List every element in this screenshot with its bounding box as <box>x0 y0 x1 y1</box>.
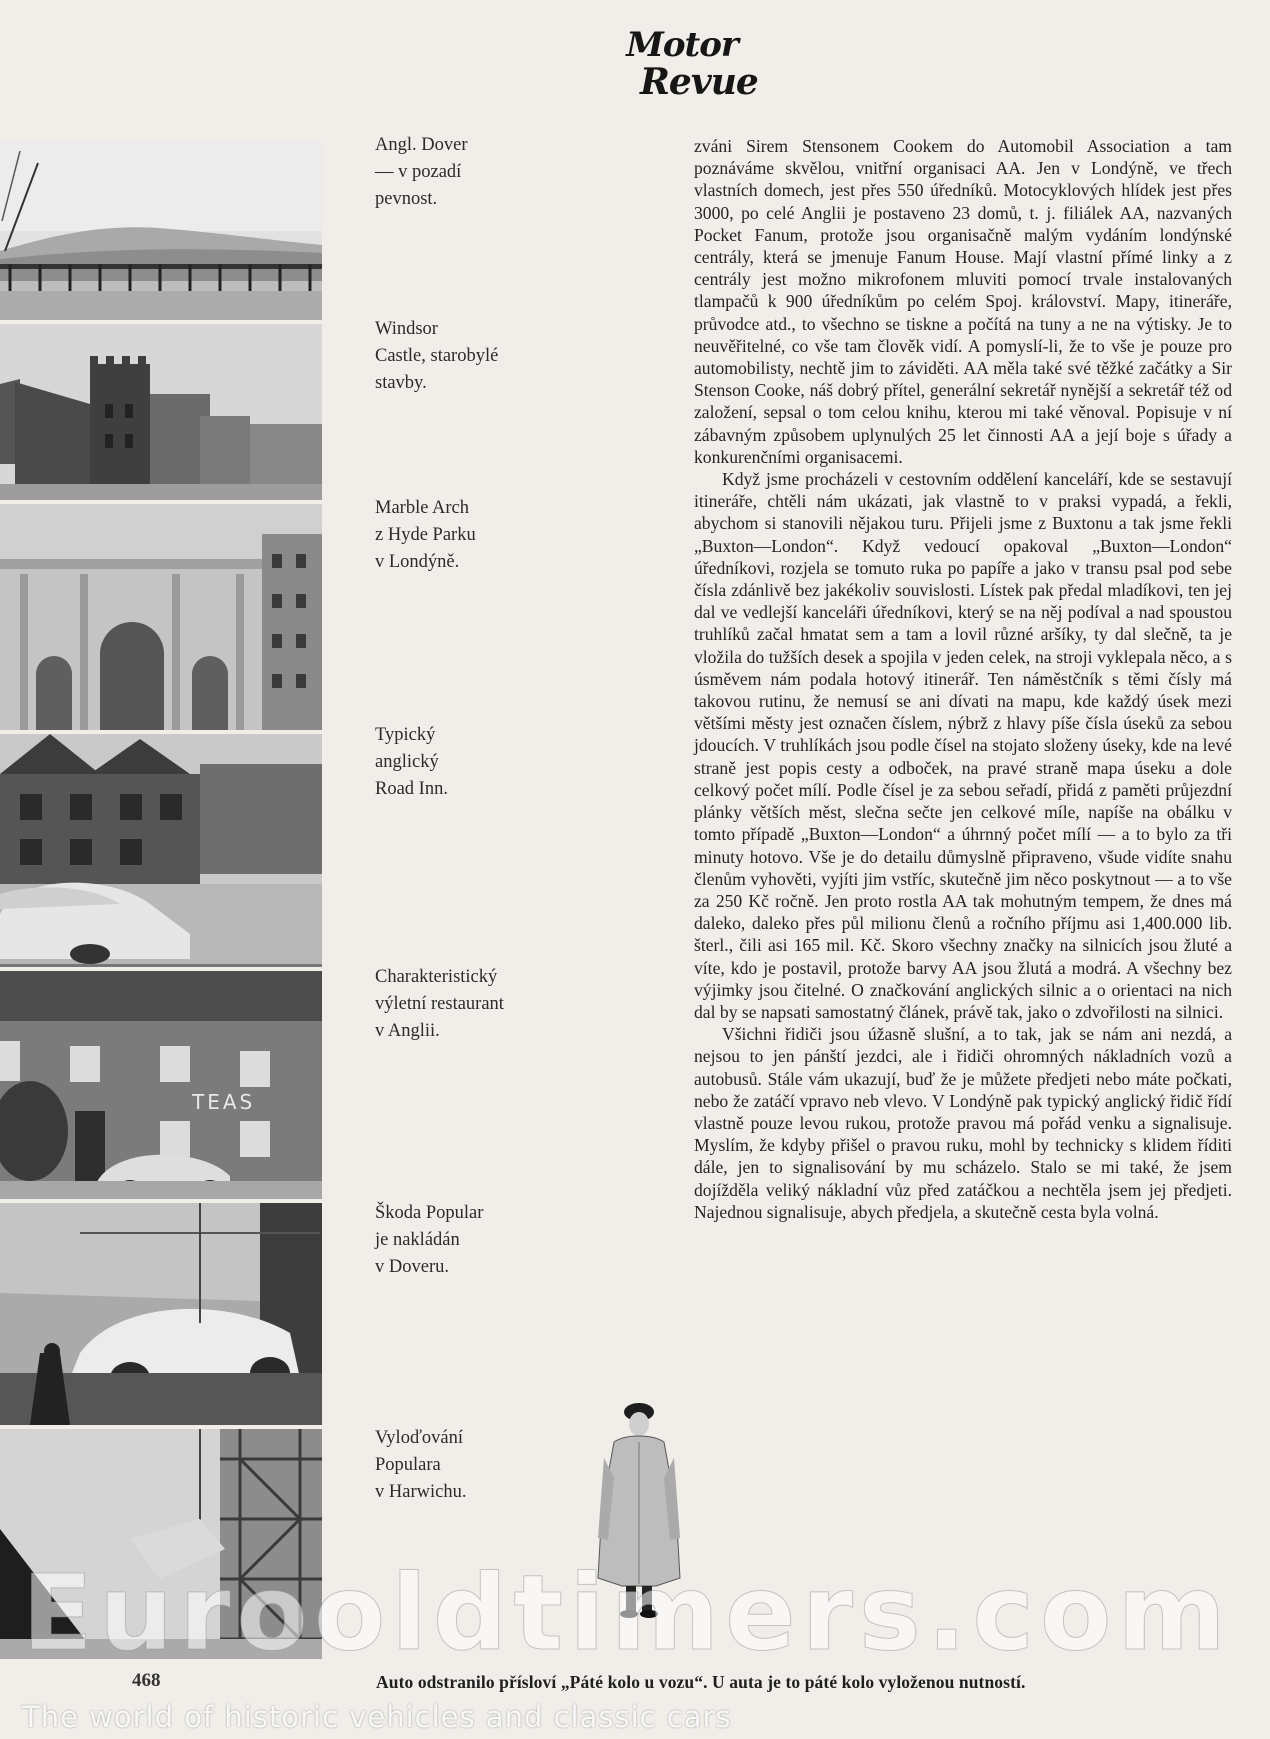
caption-line: Typický <box>375 725 436 745</box>
footer-quote: Auto odstranilo přísloví „Páté kolo u vozu“. U auta je to páté kolo vyloženou nutností. <box>376 1672 1026 1692</box>
caption-line: Castle, starobylé <box>375 346 499 366</box>
caption-windsor <box>375 316 575 397</box>
caption-line: je nakládán <box>375 1230 460 1250</box>
caption-line: Populara <box>375 1455 441 1475</box>
caption-road-inn <box>375 722 575 803</box>
caption-line: anglický <box>375 752 439 772</box>
teas-sign: TEAS <box>192 1090 256 1114</box>
magazine-logo <box>612 25 758 116</box>
caption-line: Škoda Popular <box>375 1203 484 1223</box>
photo-marble-arch <box>0 504 322 730</box>
caption-line: z Hyde Parku <box>375 525 476 545</box>
caption-line: v Doveru. <box>375 1257 449 1277</box>
article-paragraph: Když jsme procházeli v cestovním oddělení kanceláří, kde se sestavují itineráře, chtěli nám ukázati, jak vlastně to v praksi vypadá, a řekli, abychom si stanovili nějakou turu. Přijeli jsme z Buxtonu a tak jsme řekli „Buxton—London“. Když vedoucí opakoval „Buxton—London“ úředníkovi, rozjela se tomuto ruka po papíře a jako v transu psal pod sebe čísla zdánlivě bez jakékoliv souvislosti. Lístek pak předal mladíkovi, ten jej dal ve vedlejší kanceláři úředníkovi, který se na něj podíval a nad spoustou truhlíků začal hmatat sem a tam a lovil různé aršíky, ty dal slečně, ta je vložila do tužších desek a spojila v jeden celek, na stroji vyklepala něco, a s úsměvem nám podala hotový itinerář. Ten náměstčník s těmi čísly má takovou rutinu, že nemusí se ani dívati na mapu, kde každý úsek mezi většími městy jest označen číslem, nýbrž z hlavy píše čísla úseků za sebou jdoucích. V truhlíkách jsou podle čísel na stojato složeny úseky, kde na levé straně jest popis cesty a odboček, na pravé straně mapa úseku a dole celkový počet mílí. Podle čísel je za sebou seřadí, přidá z paměti průjezdní plánky větších měst, slečna sečte jen celkové míle, napíše na obálku v tomto případě „Buxton—London“ a úhrnný počet mílí — a to bylo za tři minuty hotovo. Vše je do detailu důmyslně připraveno, všude vidíte snahu členům vyhověti, vyjíti jim vstříc, skutečně jim něco poskytnout — a to vše za 250 Kč ročně. Jen proto rostla AA tak mohutným tempem, že dnes má daleko, daleko přes půl milionu členů a ročního příjmu asi 1,400.000 lib. šterl., čili asi 165 mil. Kč. Skoro všechny značky na silnicích jsou žluté a víte, kdo je postavil, protože barvy AA jsou žlutá a modrá. A všechny bez výjimky jsou čitelné. O značkování anglických silnic a o orientaci na nich dal by se napsati samostatný článek, právě tak, jako o zdvořilosti na silnici. <box>694 469 1232 1022</box>
caption-line: pevnost. <box>375 189 438 209</box>
caption-line: Windsor <box>375 319 438 339</box>
article-paragraph: Všichni řidiči jsou úžasně slušní, a to tak, jak se nám ani nezdá, a nejsou to jen pánští jezdci, ale i řidiči ohromných nákladních vozů a autobusů. Stále vám ukazují, buď že je můžete předjeti nebo máte počkati, nebo že zatáčí vpravo neb vlevo. V Londýně pak typický anglický řidič řídí vlastně pouze levou rukou, protože pravou má pořád venku a signalisuje. Myslím, že kdyby přišel o pravou ruku, mohl by technicky s klidem říditi dále, jen to signalisování by mu scházelo. Stalo se mi také, že jsem dojížděla veliký nákladní vůz před zatáčkou a nechtěla jsem jej předjeti. Najednou signalisuje, abych předjela, a skutečně cesta byla volná. <box>694 1024 1232 1222</box>
logo-line-2: Revue <box>640 61 758 103</box>
caption-line: Marble Arch <box>375 498 470 518</box>
caption-line: Road Inn. <box>375 779 448 799</box>
photo-skoda-loading <box>0 1203 322 1425</box>
caption-dover <box>375 132 575 213</box>
article-paragraph: zváni Sirem Stensonem Cookem do Automobil Association a tam poznáváme skvělou, vnitřní organisaci AA. Jen v Londýně, ve třech vlastních domech, jest přes 550 úředníků. Motocyklových hlídek jest přes 3000, po celé Anglii je postaveno 23 domů, t. j. filiálek AA, nazvaných Pocket Fanum, protože jsou organisačně malým vydáním londýnské centrály, která se jmenuje Fanum House. Mají vlastní přímé linky a z centrály jest možno mikrofonem mluviti pomocí trvale instalovaných tlampačů k 900 úředníkům po celém Spoj. království. Mapy, itineráře, průvodce atd., to všechno se tiskne a počítá na tuny a ne na výtisky. Je to neuvěřitelné, co vše tam člověk vidí. A pomyslí-li, že to vše je pouze pro automobilisty, nechtě jim to záviděti. AA měla také své těžké začátky a Sir Stenson Cooke, náš dobrý přítel, generální sekretář nynější a sekretář též od založení, sepsal o tom celou knihu, kterou mi také věnoval. Popisuje v ní zábavným způsobem uplynulých 25 let činnosti AA a její boje s úřady a konkurenčními organisacemi. <box>694 136 1232 467</box>
caption-restaurant <box>375 964 575 1045</box>
photo-restaurant <box>0 971 322 1199</box>
caption-line: v Harwichu. <box>375 1482 467 1502</box>
watermark-tagline: The world of historic vehicles and classic cars <box>22 1700 732 1734</box>
caption-marble-arch <box>375 495 575 576</box>
caption-line: Vyloďování <box>375 1428 464 1448</box>
photo-dover <box>0 141 322 320</box>
caption-line: v Anglii. <box>375 1021 440 1041</box>
photo-windsor <box>0 324 322 500</box>
caption-line: výletní restaurant <box>375 994 504 1014</box>
caption-line: Angl. Dover <box>375 135 468 155</box>
caption-harwich-unloading <box>375 1425 575 1506</box>
caption-line: v Londýně. <box>375 552 460 572</box>
photo-road-inn <box>0 734 322 967</box>
caption-line: — v pozadí <box>375 162 462 182</box>
caption-skoda-loading <box>375 1200 575 1281</box>
caption-line: stavby. <box>375 373 427 393</box>
caption-line: Charakteristický <box>375 967 498 987</box>
logo-line-1: Motor <box>626 25 738 65</box>
watermark: Eurooldtimers.com <box>22 1552 1232 1674</box>
article-body <box>694 135 1232 1223</box>
page-number: 468 <box>132 1670 161 1691</box>
